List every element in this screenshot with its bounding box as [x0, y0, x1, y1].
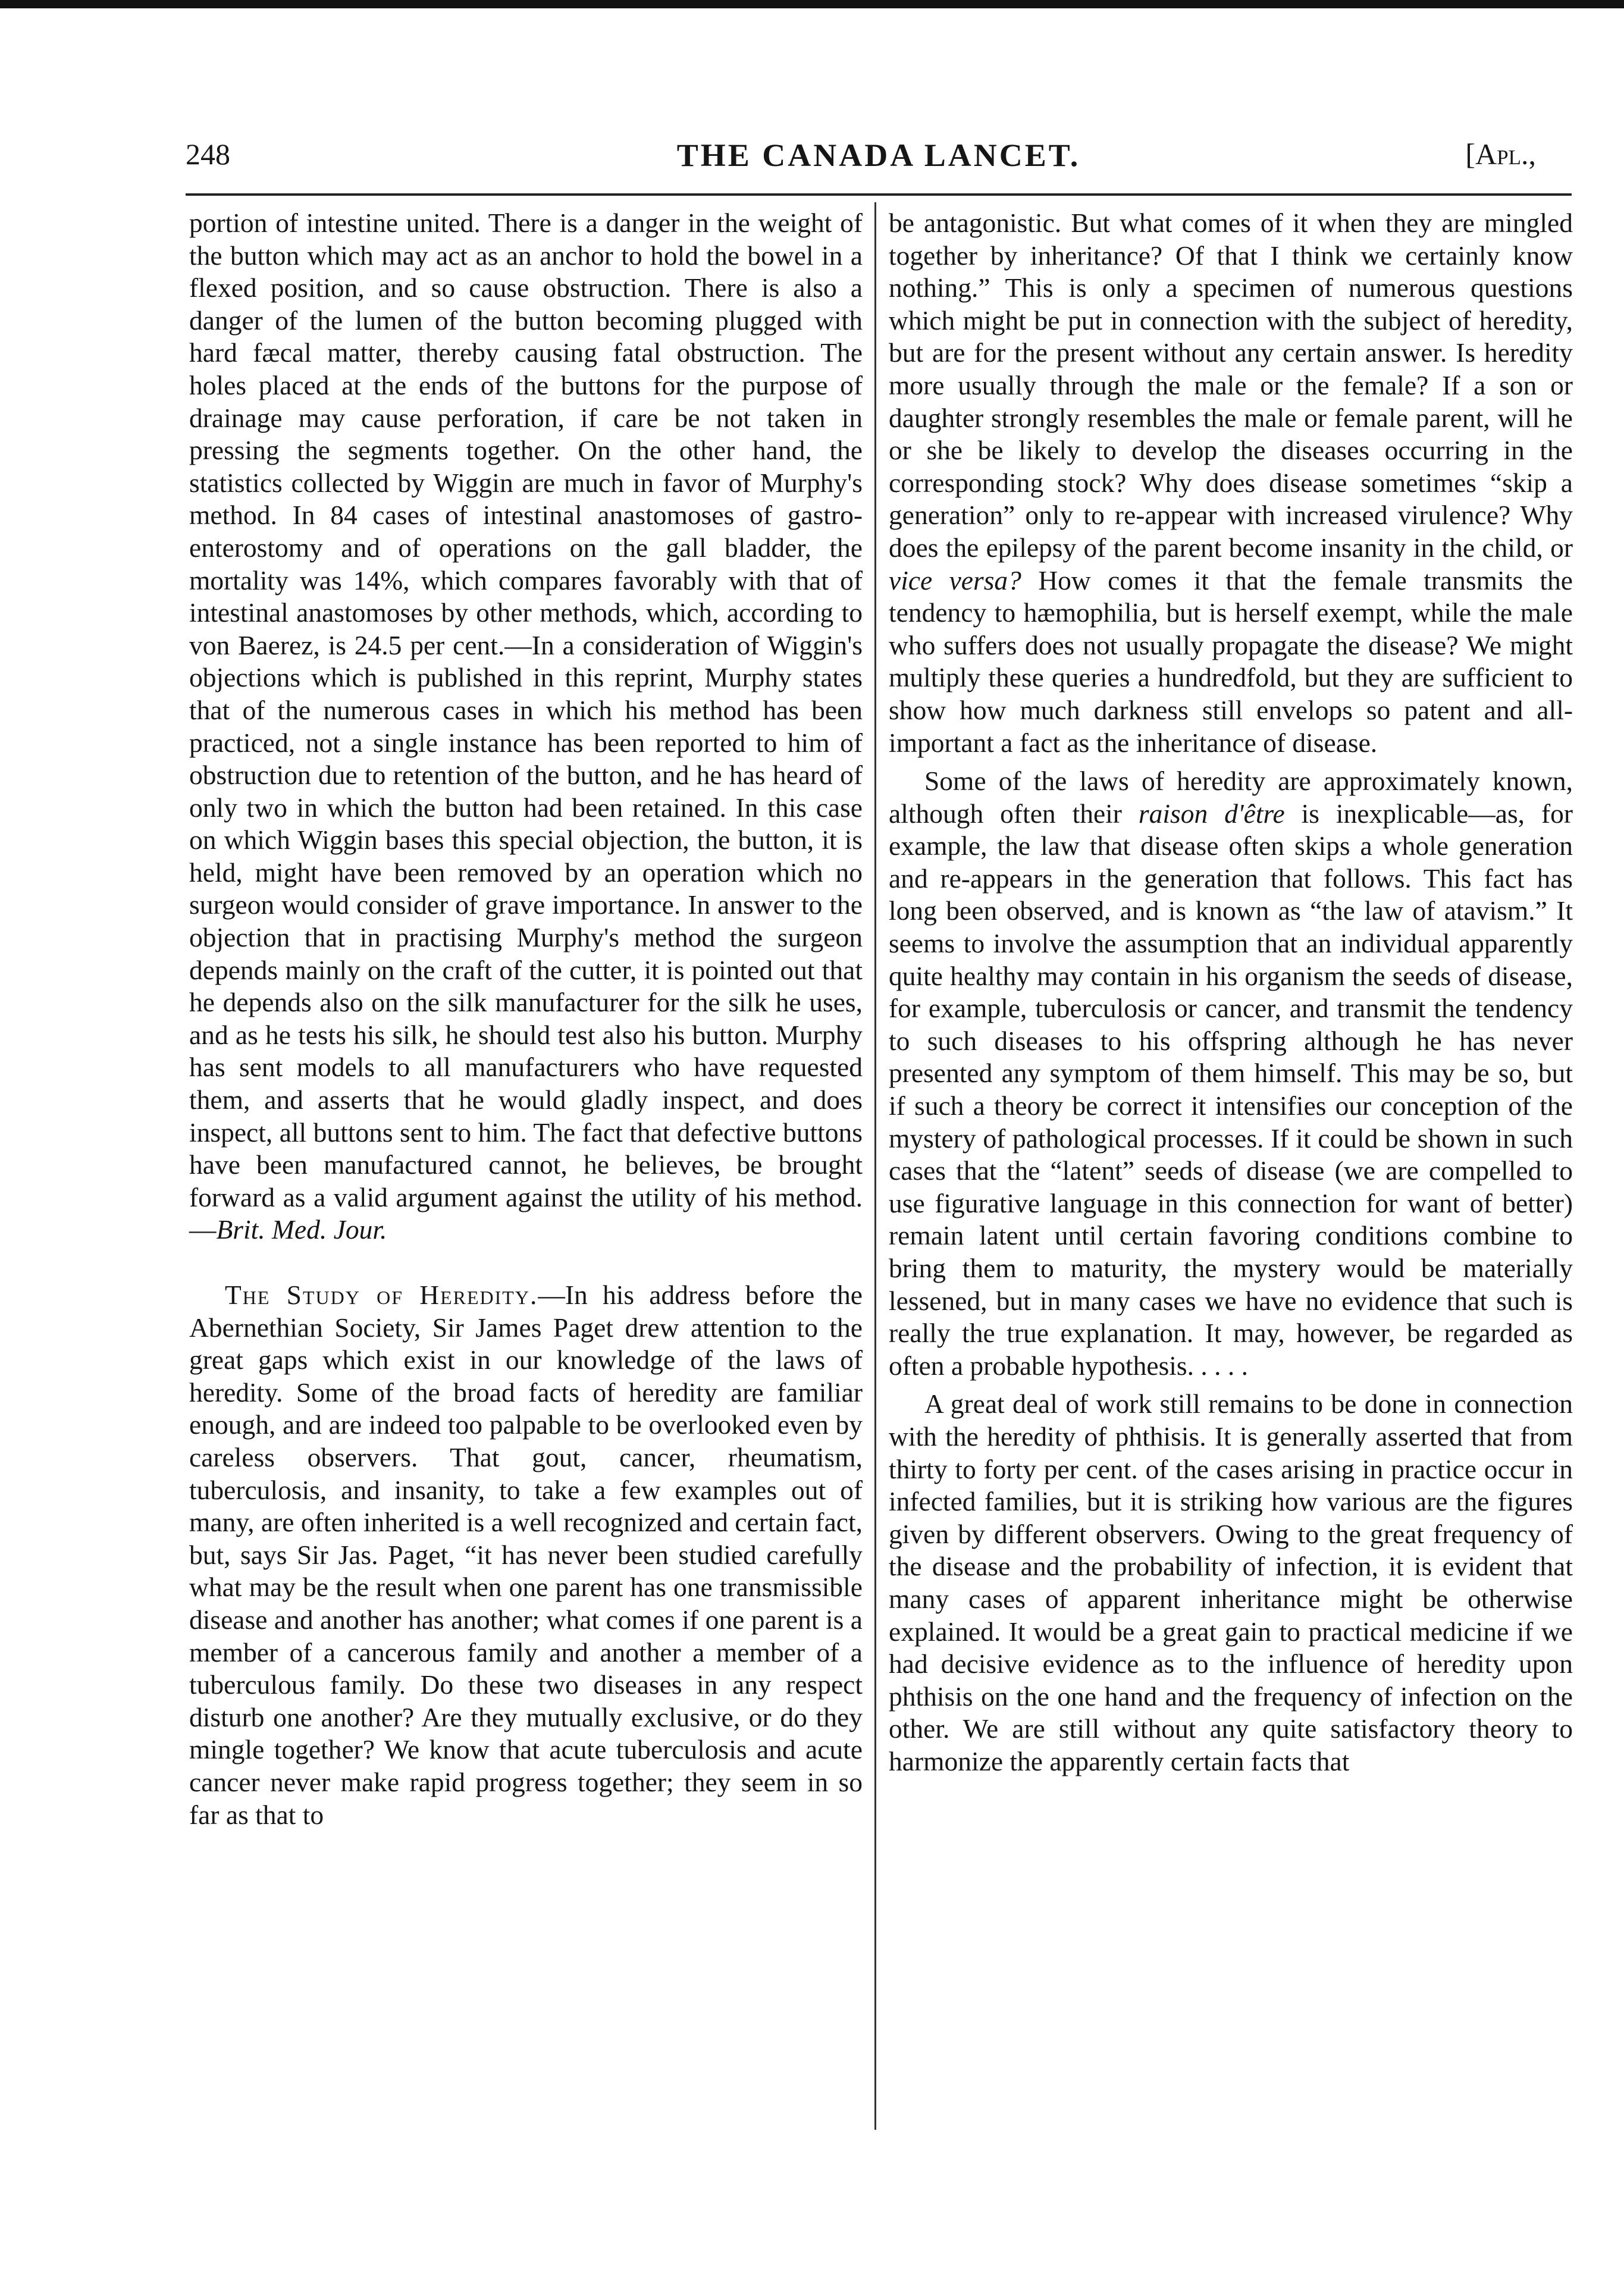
antagonistic-text-rest: How comes it that the female transmits the tendency to hæmophilia, but is herself exempt, while the male who suffers does not usually propagate the disease? We might multiply these queries a hundredfold, but they are sufficient to show how much darkness still envelops so patent and all-important a fact as the inheritance of disease.: [889, 565, 1573, 758]
laws-text-rest: is inexplicable—as, for example, the law that disease often skips a whole generation and re-appears in the generation that follows. This fact has long been observed, and is known as “the law of atavism.” It seems to involve the assumption that an individual apparently quite healthy may contain in his organism the seeds of disease, for example, tuberculosis or cancer, and transmit the tendency to such diseases to his offspring although he has never presented any symptom of them himself. This may be so, but if such a theory be correct it intensifies our conception of the mystery of pathological processes. If it could be shown in such cases that the “latent” seeds of disease (we are compelled to use figurative language in this connection for want of better) remain latent until certain favoring conditions combine to bring them to maturity, the mystery would be materially lessened, but in many cases we have no evidence that such is really the true explanation. It may, however, be regarded as often a probable hypothesis. . . . .: [889, 798, 1573, 1381]
vice-versa: vice versa?: [889, 565, 1021, 596]
laws-paragraph: [889, 765, 1573, 1382]
section-heading: The Study of Heredity.: [225, 1280, 538, 1310]
column-divider: [874, 202, 876, 2130]
page-number: 248: [186, 137, 230, 171]
phthisis-paragraph: [889, 1388, 1573, 1778]
left-column: [189, 207, 863, 1831]
heredity-text: —In his address before the Abernethian Society, Sir James Paget drew attention to the great gaps which exist in our knowledge of the laws of heredity. Some of the broad facts of heredity are familiar enough, and are indeed too palpable to be overlooked even by careless observers. That gout, cancer, rheumatism, tuberculosis, and insanity, to take a few examples out of many, are often inherited is a well recognized and certain fact, but, says Sir Jas. Paget, “it has never been studied carefully what may be the result when one parent has one transmissible disease and another has another; what comes if one parent is a member of a cancerous family and another a member of a tuberculous family. Do these two diseases in any respect disturb one another? Are they mutually exclusive, or do they mingle together? We know that acute tuberculosis and acute cancer never make rapid progress together; they seem in so far as that to: [189, 1280, 863, 1830]
laws-text-start: Some of the laws of heredity are approximately known, although often their: [889, 766, 1573, 829]
antagonistic-paragraph: [889, 207, 1573, 759]
antagonistic-text: be antagonistic. But what comes of it when they are mingled together by inheritance? Of that I think we certainly know nothing.” This is only a specimen of numerous questions which might be put in connection with the subject of heredity, but are for the present without any certain answer. Is heredity more usually through the male or the female? If a son or daughter strongly resembles the male or female parent, will he or she be likely to develop the diseases occurring in the corresponding stock? Why does disease sometimes “skip a generation” only to re-appear with increased virulence? Why does the epilepsy of the parent become insanity in the child, or: [889, 208, 1573, 563]
right-column: [889, 207, 1573, 1778]
issue-month: [Apl.,: [1465, 137, 1536, 171]
page-header: [186, 137, 1572, 184]
murphy-button-text: portion of intestine united. There is a danger in the weight of the button which may act as an anchor to hold the bowel in a flexed position, and so cause obstruction. There is also a danger of the lumen of the button becoming plugged with hard fæcal matter, thereby causing fatal obstruction. The holes placed at the ends of the buttons for the purpose of drainage may cause perforation, if care be not taken in pressing the segments together. On the other hand, the statistics collected by Wiggin are much in favor of Murphy's method. In 84 cases of intestinal anastomoses of gastro-enterostomy and of operations on the gall bladder, the mortality was 14%, which compares favorably with that of intestinal anastomoses by other methods, which, according to von Baerez, is 24.5 per cent.—In a consideration of Wiggin's objections which is published in this reprint, Murphy states that of the numerous cases in which his method has been practiced, not a single instance has been reported to him of obstruction due to retention of the button, and he has heard of only two in which the button had been retained. In this case on which Wiggin bases this special objection, the button, it is held, might have been removed by an operation which no surgeon would consider of grave importance. In answer to the objection that in practising Murphy's method the surgeon depends mainly on the craft of the cutter, it is pointed out that he depends also on the silk manufacturer for the silk he uses, and as he tests his silk, he should test also his button. Murphy has sent models to all manufacturers who have requested them, and asserts that he would gladly inspect, and does inspect, all buttons sent to him. The fact that defective buttons have been manufactured cannot, he believes, be brought forward as a valid argument against the utility of his method.—: [189, 208, 863, 1245]
journal-title: THE CANADA LANCET.: [676, 137, 1081, 173]
top-border-rule: [0, 0, 1624, 8]
citation: Brit. Med. Jour.: [216, 1214, 387, 1245]
murphy-button-paragraph: [189, 207, 863, 1246]
phthisis-text: A great deal of work still remains to be done in connection with the heredity of phthisis. It is generally asserted that from thirty to forty per cent. of the cases arising in practice occur in infected families, but it is striking how various are the figures given by different observers. Owing to the great frequency of the disease and the probability of infection, it is evident that many cases of apparent inheritance might be otherwise explained. It would be a great gain to practical medicine if we had decisive evidence as to the influence of heredity upon phthisis on the one hand and the frequency of infection on the other. We are still without any quite satisfactory theory to harmonize the apparently certain facts that: [889, 1389, 1573, 1776]
header-rule: [186, 193, 1572, 196]
raison-detre: raison d'être: [1138, 798, 1285, 829]
heredity-paragraph: [189, 1279, 863, 1831]
